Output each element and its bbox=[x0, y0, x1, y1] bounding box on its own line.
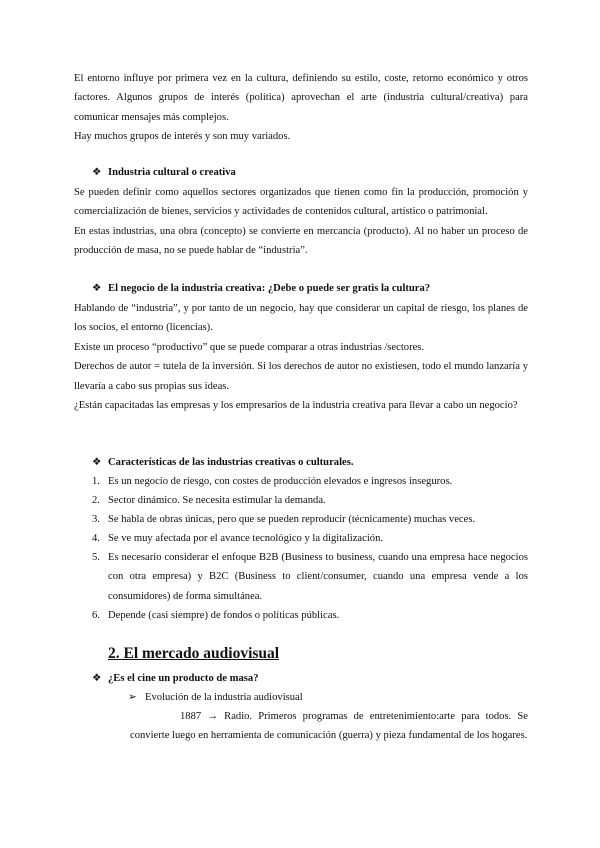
evolucion-paragraph: 1887 → Radio. Primeros programas de entretenimiento:arte para todos. Se convierte luego en herramienta de comunicación (guerra) y pieza fundamental de los hogares. bbox=[130, 711, 528, 742]
section2-paragraph-1: Hablando de “industria”, y por tanto de un negocio, hay que considerar un capital de riesgo, los planes de los socios, el entorno (licencias). bbox=[74, 303, 528, 334]
list-item bbox=[74, 510, 528, 529]
diamond-bullet-icon: ❖ bbox=[92, 673, 102, 684]
intro-block bbox=[74, 69, 528, 147]
list-item-number: 1. bbox=[92, 476, 100, 487]
list-item-text: Depende (casi siempre) de fondos o políticas públicas. bbox=[108, 610, 340, 621]
list-item-number: 2. bbox=[92, 495, 100, 506]
question-heading bbox=[92, 669, 259, 688]
section-heading-text: El negocio de la industria creativa: ¿Debe o puede ser gratis la cultura? bbox=[108, 283, 431, 294]
subheading-text: Evolución de la industria audiovisual bbox=[145, 692, 303, 703]
section1-paragraph-2: En estas industrias, una obra (concepto) se convierte en mercancía (producto). Al no haber un proceso de producción de masa, no se puede hablar de “industria”. bbox=[74, 225, 528, 257]
list-item-number: 6. bbox=[92, 610, 100, 621]
list-item bbox=[74, 548, 528, 606]
subheading-evolucion bbox=[128, 688, 303, 707]
section2-paragraph-4: ¿Están capacitadas las empresas y los empresarios de la industria creativa para llevar a cabo un negocio? bbox=[74, 400, 518, 412]
section-heading-text: Características de las industrias creativas o culturales. bbox=[108, 457, 354, 468]
arrow-bullet-icon: ➢ bbox=[128, 692, 137, 703]
section-heading-negocio bbox=[92, 279, 430, 298]
intro-paragraph-2: Hay muchos grupos de interés y son muy variados. bbox=[74, 131, 291, 143]
list-item-text: Se ve muy afectada por el avance tecnológico y la digitalización. bbox=[108, 533, 384, 544]
list-item-number: 3. bbox=[92, 514, 100, 525]
list-item-text: Sector dinámico. Se necesita estimular la demanda. bbox=[108, 495, 326, 506]
diamond-bullet-icon: ❖ bbox=[92, 283, 102, 294]
list-item bbox=[74, 491, 528, 510]
list-item-text: Es necesario considerar el enfoque B2B (Business to business, cuando una empresa hace negocios con otra empresa) y B2C (Business to client/consumer, cuando una empresa vende a los consumidores) de forma simultánea. bbox=[108, 552, 528, 602]
section2-paragraph-2: Existe un proceso “productivo” que se puede comparar a otras industrias /sectores. bbox=[74, 341, 425, 353]
section2-block bbox=[74, 299, 528, 415]
list-item bbox=[74, 529, 528, 548]
list-item-text: Se habla de obras únicas, pero que se pueden reproducir (técnicamente) muchas veces. bbox=[108, 514, 476, 525]
chapter-title: 2. El mercado audiovisual bbox=[108, 645, 280, 662]
intro-paragraph-1: El entorno influye por primera vez en la cultura, definiendo su estilo, coste, retorno económico y otros factores. Algunos grupos de interés (política) aprovechan el arte (industria cultural/creativa) para comunicar mensajes más complejos. bbox=[74, 73, 528, 123]
section1-block bbox=[74, 183, 528, 261]
section-heading-industria-cultural bbox=[92, 163, 236, 182]
section-heading-text: Industria cultural o creativa bbox=[108, 167, 236, 178]
diamond-bullet-icon: ❖ bbox=[92, 457, 102, 468]
section1-paragraph-1: Se pueden definir como aquellos sectores organizados que tienen como fin la producción, promoción y comercialización de bienes, servicios y actividades de contenidos cultural, artístico o patrimonial. bbox=[74, 187, 528, 218]
list-item-text: Es un negocio de riesgo, con costes de producción elevados e ingresos inseguros. bbox=[108, 476, 453, 487]
section2-paragraph-3: Derechos de autor = tutela de la inversión. Si los derechos de autor no existiesen, todo el mundo lanzaría y llevaría a cabo sus propias sus ideas. bbox=[74, 361, 528, 392]
diamond-bullet-icon: ❖ bbox=[92, 167, 102, 178]
list-item bbox=[74, 606, 528, 625]
list-item-number: 4. bbox=[92, 533, 100, 544]
section-heading-caracteristicas bbox=[92, 453, 354, 472]
list-item bbox=[74, 472, 528, 491]
question-text: ¿Es el cine un producto de masa? bbox=[108, 673, 259, 684]
list-item-number: 5. bbox=[92, 552, 100, 563]
